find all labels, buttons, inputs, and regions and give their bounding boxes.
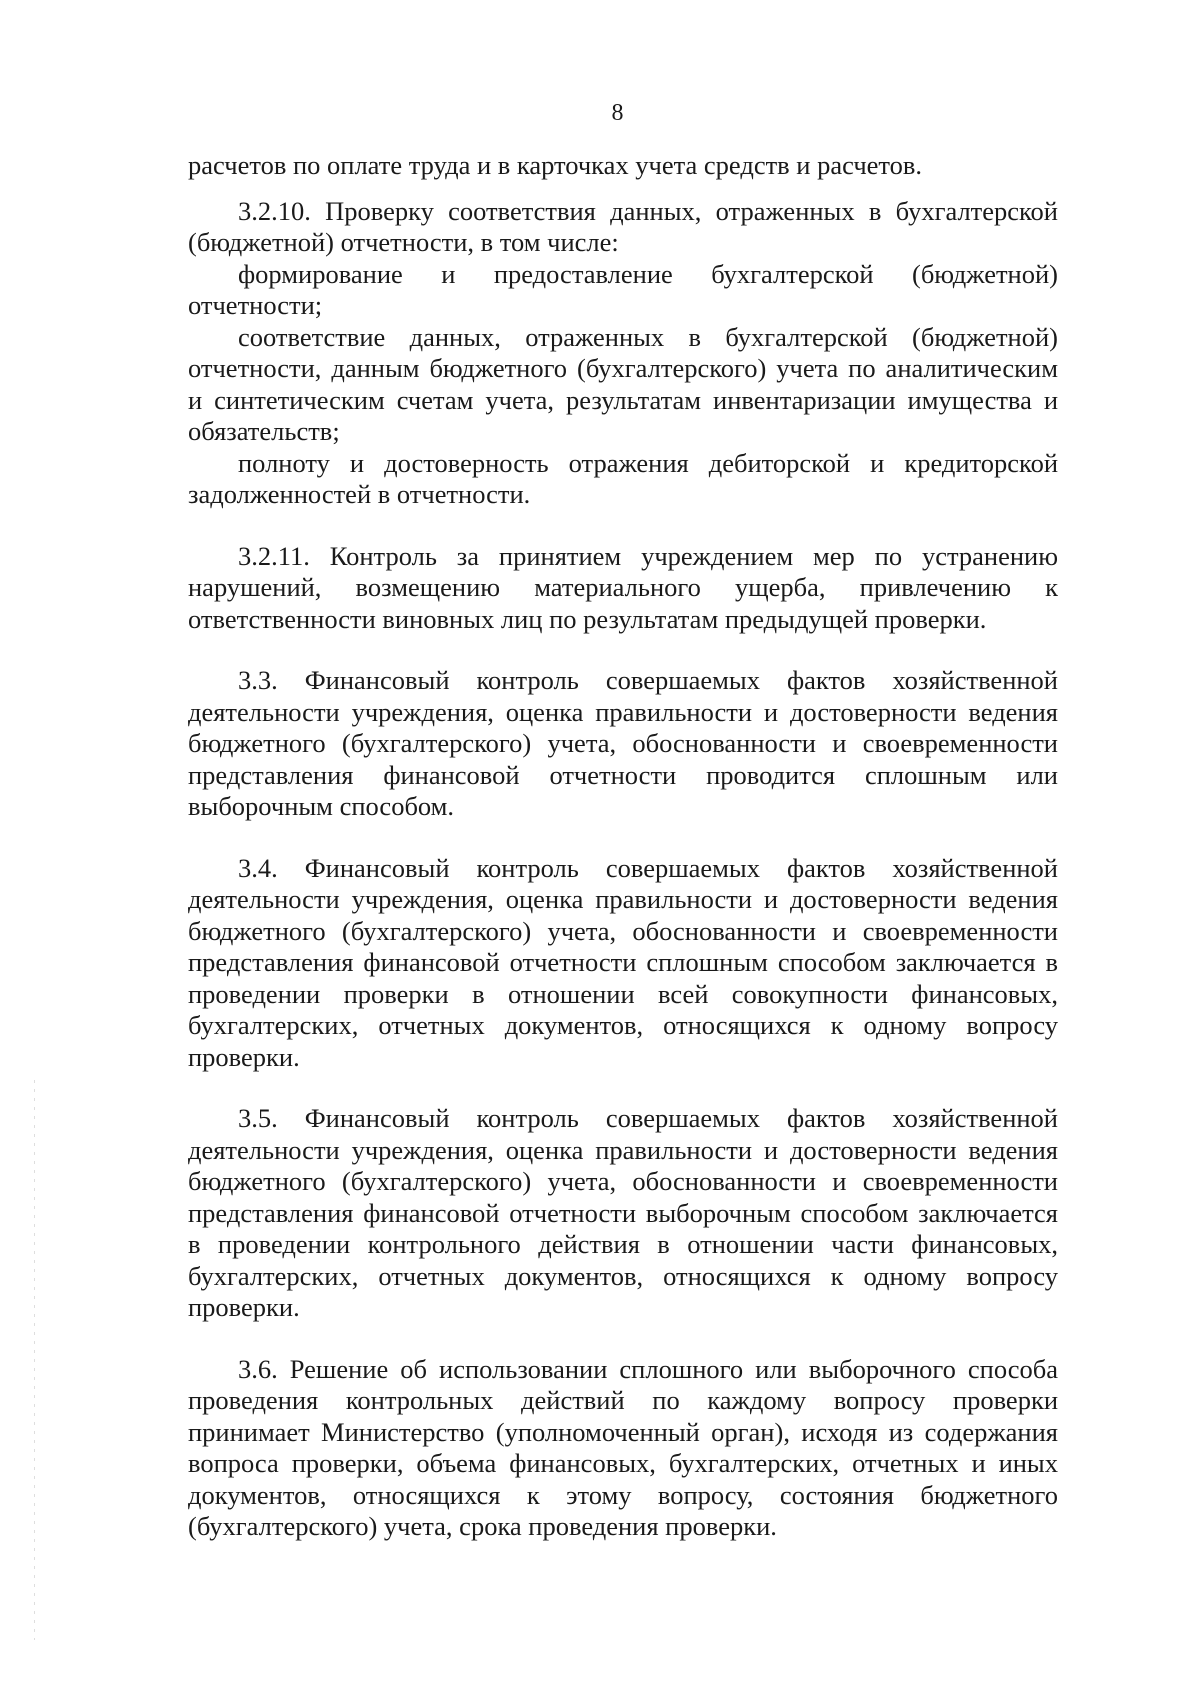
- paragraph-3-2-10: 3.2.10. Проверку соответствия данных, отраженных в бухгалтерской (бюджетной) отчетности, в том числе:: [188, 195, 1058, 257]
- page-number: 8: [611, 100, 624, 126]
- paragraph-3-3: 3.3. Финансовый контроль совершаемых фактов хозяйственной деятельности учреждения, оценка правильности и достоверности ведения бюджетного (бухгалтерского) учета, обоснованности и своевременности представления финансовой отчетности проводится сплошным или выборочным способом.: [188, 665, 1058, 821]
- list-item-completeness: полноту и достоверность отражения дебиторской и кредиторской задолженностей в отчетности.: [188, 447, 1058, 509]
- list-item-formation: формирование и предоставление бухгалтерской (бюджетной) отчетности;: [188, 258, 1058, 320]
- paragraph-3-2-11: 3.2.11. Контроль за принятием учреждением мер по устранению нарушений, возмещению материального ущерба, привлечению к ответственности виновных лиц по результатам предыдущей проверки.: [188, 540, 1058, 634]
- paragraph-3-4: 3.4. Финансовый контроль совершаемых фактов хозяйственной деятельности учреждения, оценка правильности и достоверности ведения бюджетного (бухгалтерского) учета, обоснованности и своевременности представления финансовой отчетности сплошным способом заключается в проведении проверки в отношении всей совокупности финансовых, бухгалтерских, отчетных документов, относящихся к одному вопросу проверки.: [188, 852, 1058, 1072]
- scan-edge-artifact: [34, 1080, 35, 1640]
- paragraph-3-6: 3.6. Решение об использовании сплошного или выборочного способа проведения контрольных действий по каждому вопросу проверки принимает Министерство (уполномоченный орган), исходя из содержания вопроса проверки, объема финансовых, бухгалтерских, отчетных и иных документов, относящихся к этому вопросу, состояния бюджетного (бухгалтерского) учета, срока проведения проверки.: [188, 1353, 1058, 1541]
- paragraph-3-5: 3.5. Финансовый контроль совершаемых фактов хозяйственной деятельности учреждения, оценка правильности и достоверности ведения бюджетного (бухгалтерского) учета, обоснованности и своевременности представления финансовой отчетности выборочным способом заключается в проведении контрольного действия в отношении части финансовых, бухгалтерских, отчетных документов, относящихся к одному вопросу проверки.: [188, 1103, 1058, 1322]
- list-item-correspondence: соответствие данных, отраженных в бухгалтерской (бюджетной) отчетности, данным бюджетного (бухгалтерского) учета по аналитическим и синтетическим счетам учета, результатам инвентаризации имущества и обязательств;: [188, 321, 1058, 446]
- paragraph-continuation: расчетов по оплате труда и в карточках учета средств и расчетов.: [188, 150, 923, 180]
- document-body: [188, 150, 1058, 1543]
